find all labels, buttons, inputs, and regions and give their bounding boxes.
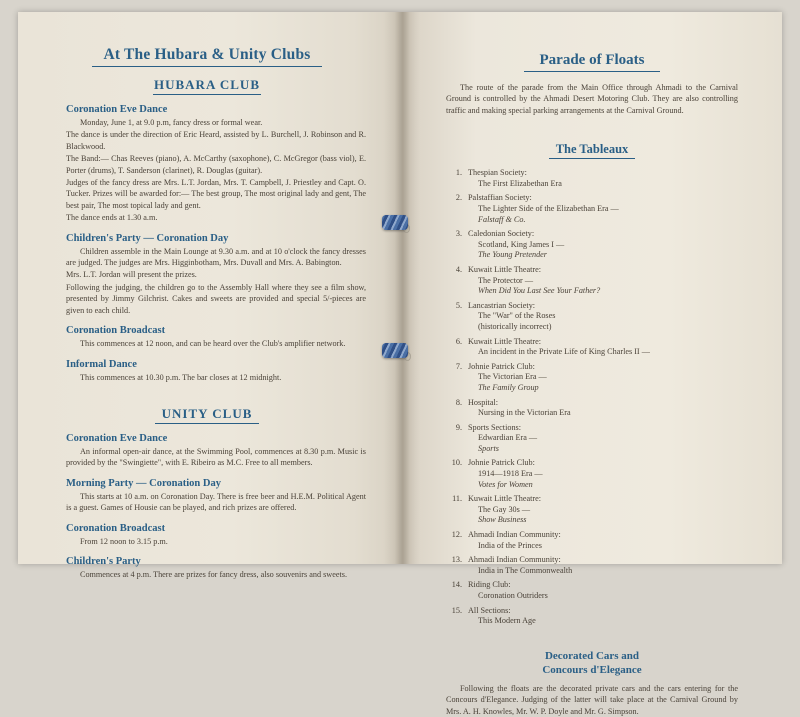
- right-page-title: Parade of Floats: [539, 52, 645, 68]
- parade-intro: The route of the parade from the Main Office through Ahmadi to the Carnival Ground is controlled by the Ahmadi Desert Motoring Club. They are also controlling traffic and making special parking arrangements at the Carnival Ground.: [446, 83, 738, 115]
- list-line: Kuwait Little Theatre:: [468, 336, 542, 346]
- list-item: [446, 458, 738, 490]
- right-page: [400, 12, 782, 716]
- list-line-italic: Show Business: [478, 515, 527, 525]
- list-item: [446, 423, 738, 455]
- title-rule: [92, 66, 322, 67]
- list-item: [446, 301, 738, 333]
- entry-heading: Children's Party: [66, 555, 141, 567]
- list-item: [446, 580, 738, 601]
- list-item: [446, 229, 738, 261]
- entry-heading: Coronation Eve Dance: [66, 432, 168, 444]
- list-item: [446, 398, 738, 419]
- unity-entries: [48, 433, 366, 580]
- entry-paragraph: Mrs. L.T. Jordan will present the prizes.: [66, 270, 197, 280]
- list-line: India of the Princes: [478, 540, 542, 550]
- entry-heading: Coronation Broadcast: [66, 522, 166, 534]
- club-heading-hubara: HUBARA CLUB: [154, 77, 260, 92]
- list-number: 13.: [451, 555, 462, 565]
- list-line: Riding Club:: [468, 580, 511, 590]
- list-line-italic: Votes for Women: [478, 479, 533, 489]
- list-line: Nursing in the Victorian Era: [478, 408, 571, 418]
- entry-paragraph: Monday, June 1, at 9.0 p.m, fancy dress or formal wear.: [80, 118, 263, 127]
- entry-paragraph: Following the judging, the children go to the Assembly Hall where they see a film show, presented by Jimmy Gilchrist. Cakes and sweets are provided and special 5/-pieces are given to each child.: [66, 282, 366, 315]
- list-line-italic: The Family Group: [478, 382, 539, 392]
- list-line-italic: The Young Pretender: [478, 250, 547, 260]
- list-line: Palstaffian Society:: [468, 193, 532, 203]
- list-number: 2.: [455, 193, 462, 203]
- entry-paragraph: The Band:— Chas Reeves (piano), A. McCarthy (saxophone), C. McGregor (bass viol), E. Porter (drums), T. Sanderson (clarinet), R. Douglas (guitar).: [66, 154, 366, 175]
- list-line: Lancastrian Society:: [468, 300, 536, 310]
- paper-spread: [18, 12, 782, 716]
- list-line: Coronation Outriders: [478, 591, 548, 600]
- tableaux-title: The Tableaux: [555, 142, 629, 157]
- list-item: [446, 337, 738, 358]
- list-item: [446, 494, 738, 526]
- list-item: [446, 555, 738, 576]
- entry-heading: Informal Dance: [66, 358, 137, 370]
- entry-paragraph: From 12 noon to 3.15 p.m.: [80, 536, 168, 546]
- entry-heading: Coronation Broadcast: [66, 325, 166, 337]
- list-number: 11.: [452, 494, 462, 504]
- entry-paragraph: The dance ends at 1.30 a.m.: [66, 213, 158, 223]
- list-item: [446, 362, 738, 394]
- entry-heading: Children's Party — Coronation Day: [66, 232, 229, 244]
- list-number: 15.: [451, 605, 462, 615]
- list-line: All Sections:: [468, 605, 511, 615]
- left-page: [18, 12, 400, 579]
- list-line: Ahmadi Indian Community:: [468, 555, 561, 565]
- club-heading-unity: UNITY CLUB: [161, 405, 253, 421]
- list-line: Johnie Patrick Club:: [468, 458, 535, 468]
- list-item: [446, 530, 738, 551]
- list-line-italic: When Did You Last See Your Father?: [478, 286, 601, 296]
- list-line-italic: Falstaff & Co.: [478, 214, 526, 224]
- list-line: India in The Commonwealth: [478, 565, 573, 575]
- entry-paragraph: Commences at 4 p.m. There are prizes for fancy dress, also souvenirs and sweets.: [80, 569, 347, 579]
- list-line: The Protector —: [478, 275, 534, 285]
- entry-paragraph: An informal open-air dance, at the Swimming Pool, commences at 8.30 p.m. Music is provided by the "Swingiette", with E. Ribeiro as M.C. Free to all members.: [66, 446, 366, 468]
- decorated-cars-title-line2: Concours d'Elegance: [542, 663, 642, 676]
- list-number: 7.: [455, 361, 462, 371]
- list-number: 14.: [451, 580, 462, 590]
- list-line: Sports Sections:: [468, 422, 521, 432]
- entry-paragraph: This starts at 10 a.m. on Coronation Day. There is free beer and H.E.M. Political Agent is a guest. Games of Housie can be played, and rich prizes are offered.: [66, 491, 366, 513]
- entry-paragraph: This commences at 12 noon, and can be heard over the Club's amplifier network.: [80, 339, 346, 349]
- decorated-cars-title-line1: Decorated Cars and: [544, 649, 640, 662]
- list-line: An incident in the Private Life of King Charles II —: [478, 347, 650, 357]
- list-line: The "War" of the Roses: [478, 311, 556, 321]
- decorated-cars-text: Following the floats are the decorated private cars and the cars entering for the Concours d'Elegance. Judging of the latter will take place at the Carnival Ground by Mrs. A. H. Knowles, Mr. W. P. Doyle and Mr. G. Simpson.: [446, 683, 738, 716]
- list-line: Caledonian Society:: [468, 229, 535, 239]
- list-number: 8.: [455, 397, 462, 407]
- list-line: Edwardian Era —: [478, 433, 538, 443]
- parade-rule: [524, 71, 660, 72]
- list-line: Johnie Patrick Club:: [468, 361, 535, 371]
- list-line-italic: Sports: [478, 443, 499, 453]
- tableaux-rule: [549, 158, 635, 159]
- list-line: Kuwait Little Theatre:: [468, 494, 542, 504]
- list-item: [446, 606, 738, 627]
- list-line: The Lighter Side of the Elizabethan Era —: [478, 204, 619, 213]
- list-line: The Gay 30s —: [478, 504, 531, 514]
- list-number: 4.: [455, 264, 462, 274]
- list-number: 3.: [455, 229, 462, 239]
- list-line: The First Elizabethan Era: [478, 178, 562, 188]
- club-rule-unity: [155, 423, 259, 424]
- list-number: 9.: [455, 422, 462, 432]
- list-number: 1.: [455, 168, 462, 178]
- stitch-thread: [382, 215, 408, 230]
- entry-paragraph: Children assemble in the Main Lounge at 9.30 a.m. and at 10 o'clock the fancy dresses are judged. The judges are Mrs. Higginbotham, Mrs. Duvall and Mrs. A. Babington.: [66, 246, 366, 268]
- list-line: Ahmadi Indian Community:: [468, 530, 561, 540]
- list-number: 6.: [455, 336, 462, 346]
- entry-paragraph: Judges of the fancy dress are Mrs. L.T. Jordan, Mrs. T. Campbell, J. Priestley and Capt. O. Tucker. Prizes will be awarded for:— The best group, The most original lady and gent, The best pair, The most topical lady and gent.: [66, 178, 366, 210]
- list-line: Kuwait Little Theatre:: [468, 264, 542, 274]
- entry-paragraph: This commences at 10.30 p.m. The bar closes at 12 midnight.: [80, 372, 282, 382]
- list-line: This Modern Age: [478, 616, 536, 626]
- list-item: [446, 193, 738, 225]
- list-line: Hospital:: [468, 397, 499, 407]
- list-line: 1914—1918 Era —: [478, 469, 543, 479]
- list-item: [446, 265, 738, 297]
- list-line: Scotland, King James I —: [478, 239, 565, 249]
- list-number: 5.: [455, 300, 462, 310]
- club-rule-hubara: [153, 94, 261, 95]
- list-number: 10.: [451, 458, 462, 468]
- list-line: (historically incorrect): [478, 321, 552, 331]
- list-line: The Victorian Era —: [478, 372, 547, 382]
- list-number: 12.: [451, 530, 462, 540]
- entry-paragraph: The dance is under the direction of Eric Heard, assisted by L. Burchell, J. Robinson and R. Blackwood.: [66, 130, 366, 151]
- hubara-entries: [48, 104, 366, 383]
- left-page-title: At The Hubara & Unity Clubs: [103, 46, 311, 63]
- tableaux-list: [446, 168, 738, 627]
- entry-heading: Coronation Eve Dance: [66, 104, 168, 115]
- entry-heading: Morning Party — Coronation Day: [66, 477, 221, 489]
- list-item: [446, 168, 738, 189]
- list-line: Thespian Society:: [468, 168, 527, 178]
- stitch-thread: [382, 343, 408, 358]
